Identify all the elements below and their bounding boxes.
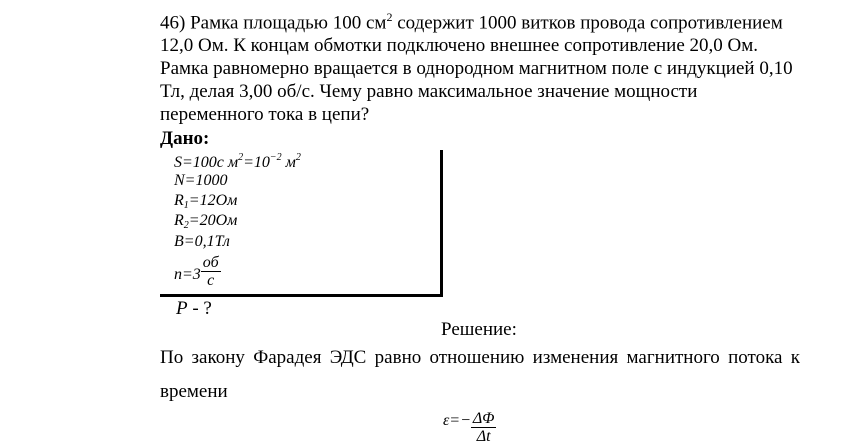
given-divider-vertical: [440, 150, 443, 295]
formula-fraction: [471, 410, 497, 445]
area-unit2: м: [281, 154, 296, 171]
r2-base: R: [174, 212, 184, 229]
r2-value: =20Ом: [188, 212, 238, 229]
freq-fraction: [201, 254, 221, 289]
r2-sub: 2: [183, 220, 189, 231]
faraday-paragraph: [160, 341, 800, 409]
given-r2: [174, 212, 237, 231]
freq-denominator: с: [207, 272, 215, 289]
area-unit-sup: 2: [238, 152, 244, 163]
area-power-sup: −2: [269, 152, 282, 163]
area-lhs: S=100: [174, 154, 217, 171]
problem-text-part1: 46) Рамка площадью 100 см: [160, 12, 387, 34]
freq-numerator: об: [202, 254, 219, 271]
find-line: [176, 298, 212, 320]
area-power: =10: [243, 154, 270, 171]
given-frequency: [174, 254, 221, 293]
r1-sub: 1: [183, 200, 189, 211]
problem-statement: [160, 6, 800, 126]
formula-denominator: Δt: [476, 428, 491, 445]
given-heading: Дано:: [160, 128, 210, 149]
area-unit2-sup: 2: [295, 152, 301, 163]
problem-text: [160, 6, 800, 126]
given-turns: N=1000: [174, 172, 228, 189]
r1-value: =12Ом: [188, 192, 238, 209]
faraday-text: По закону Фарадея ЭДС равно отношению изменения магнитного потока к времени: [160, 347, 800, 402]
find-question: - ?: [187, 298, 212, 319]
given-divider-horizontal: [160, 294, 443, 297]
solution-heading: Решение:: [441, 319, 517, 340]
freq-lhs: n=3: [174, 266, 201, 284]
find-variable: P: [176, 298, 188, 319]
formula-numerator: ΔΦ: [472, 410, 495, 427]
given-induction: B=0,1Тл: [174, 233, 230, 250]
area-unit: с м: [216, 154, 239, 171]
emf-formula: [443, 404, 496, 445]
problem-sup: 2: [386, 10, 393, 24]
given-area: [174, 152, 301, 172]
given-r1: [174, 192, 237, 211]
formula-lhs: ε=−: [443, 412, 471, 430]
r1-base: R: [174, 192, 184, 209]
problem-text-part2: содержит 1000 витков провода сопротивлением 12,0 Ом. К концам обмотки подключено внешнее сопротивление 20,0 Ом. Рамка равномерно вращается в однородном магнитном поле с индукцией 0,10 Тл, делая 3,00 об/с. Чему равно максимальное значение мощности переменного тока в цепи?: [160, 12, 793, 126]
